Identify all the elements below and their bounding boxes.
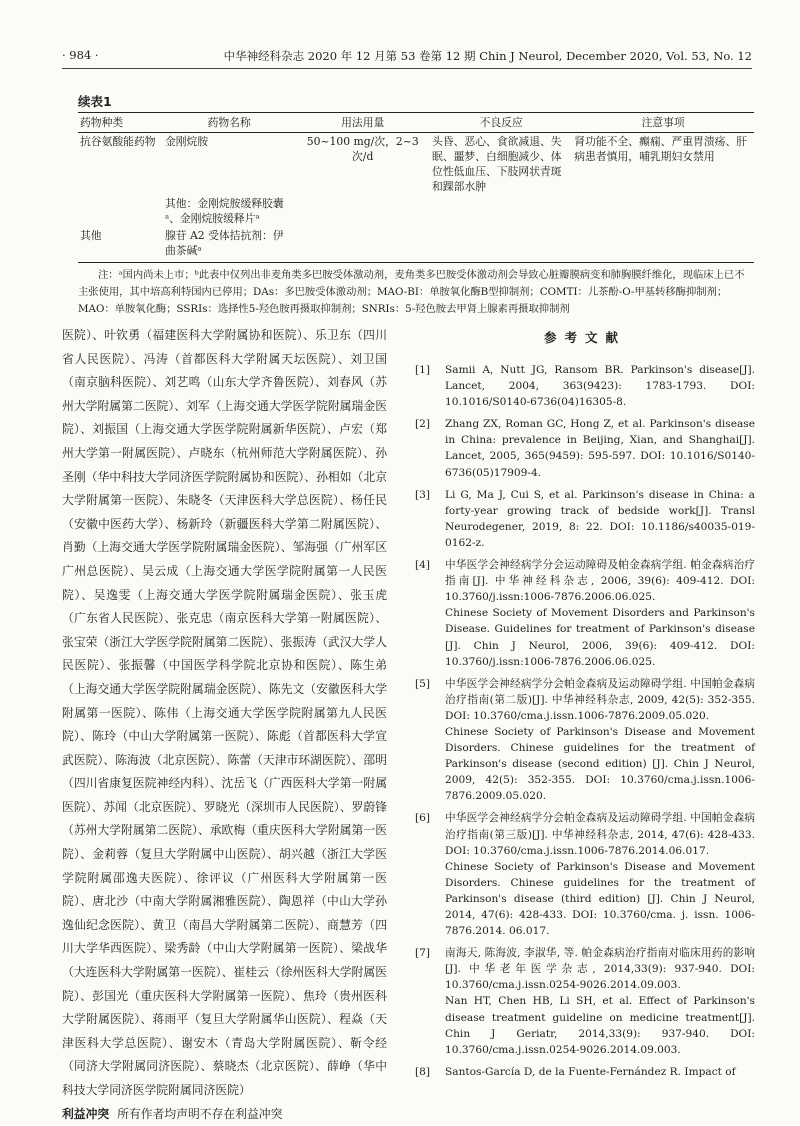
reference-text: Li G, Ma J, Cui S, et al. Parkinson's disease in China: a forty-year growing track of bedside work[J]. Transl Neurodegener, 2019, 8: 22. DOI: 10.1186/s40035-019-0162-z. bbox=[445, 488, 755, 549]
reference-text: Santos-García D, de la Fuente-Fernández R. Impact of bbox=[445, 1065, 736, 1078]
page-number: · 984 · bbox=[62, 48, 99, 62]
reference-number: [1] bbox=[415, 364, 431, 376]
references-column bbox=[415, 324, 755, 1086]
table-cell: 肾功能不全、癫痫、严重胃溃疡、肝病患者慎用，哺乳期妇女禁用 bbox=[574, 135, 748, 163]
table-cell bbox=[295, 195, 430, 227]
table-cell bbox=[430, 195, 572, 227]
table-row bbox=[78, 133, 754, 196]
column-header: 不良反应 bbox=[430, 113, 572, 133]
reference-item bbox=[415, 1064, 755, 1080]
running-header bbox=[62, 44, 752, 69]
column-header: 用法用量 bbox=[295, 113, 430, 133]
reference-item bbox=[415, 676, 755, 805]
table-cell bbox=[295, 227, 430, 263]
conflict-of-interest bbox=[62, 1103, 387, 1126]
table-cell: 腺苷 A2 受体拮抗剂：伊曲茶碱ᵃ bbox=[163, 227, 295, 263]
table-footnote: 注：ᵃ国内尚未上市；ᵇ此表中仅列出非麦角类多巴胺受体激动剂，麦角类多巴胺受体激动剂会导致心脏瓣膜病变和肺胸膜纤维化，现临床上已不主张使用，其中培高利特国内已停用；DAs：多巴胺受体激动剂；MAO-BI：单胺氧化酶B型抑制剂；COMTI：儿茶酚-O-甲基转移酶抑制剂；MAO：单胺氧化酶；SSRIs：选择性5-羟色胺再摄取抑制剂；SNRIs：5-羟色胺去甲肾上腺素再摄取抑制剂 bbox=[78, 269, 745, 315]
journal-title: 中华神经科杂志 2020 年 12 月第 53 卷第 12 期 Chin J Neurol, December 2020, Vol. 53, No. 12 bbox=[223, 49, 752, 63]
table-cell bbox=[430, 227, 572, 263]
conflict-text: 所有作者均声明不存在利益冲突 bbox=[117, 1106, 283, 1121]
reference-text: Nan HT, Chen HB, Li SH, et al. Effect of Parkinson's disease treatment guideline on medicine treatment[J]. Chin J Geriatr, 2014,33(9): 937-940. DOI: 10.3760/cma.j.issn.0254-9026.2014.09.003. bbox=[445, 995, 755, 1056]
table-cell bbox=[572, 227, 754, 263]
table-row bbox=[78, 227, 754, 263]
reference-text: Zhang ZX, Roman GC, Hong Z, et al. Parkinson's disease in China: prevalence in Beijing, Xian, and Shanghai[J]. Lancet, 2005, 365(9459): 595-597. DOI: 10.1016/S0140-6736(05)17909-4. bbox=[445, 418, 755, 479]
reference-text: Chinese Society of Movement Disorders and Parkinson's Disease. Guidelines for treatment of Parkinson's disease [J]. Chin J Neurol, 2006, 39(6): 409-412. DOI: 10.3760/j.issn:1006-7876.2006.06.025. bbox=[445, 607, 755, 668]
table-cell bbox=[572, 195, 754, 227]
reference-number: [4] bbox=[415, 559, 431, 572]
table-cell: 50~100 mg/次，2~3次/d bbox=[306, 135, 419, 163]
drug-table bbox=[78, 112, 754, 263]
reference-text: 中华医学会神经病学分会帕金森病及运动障碍学组. 中国帕金森病治疗指南(第三版)[J]. 中华神经科杂志, 2014, 47(6): 428-433. DOI: 10.3760/cma.j.issn.1006-7876.2014.06.017. bbox=[445, 812, 755, 857]
reference-item bbox=[415, 945, 755, 1058]
reference-number: [6] bbox=[415, 812, 431, 825]
drug-table-section bbox=[78, 92, 754, 318]
table-cell: 其他：金刚烷胺缓释胶囊ᵃ、金刚烷胺缓释片ᵃ bbox=[164, 197, 284, 225]
reference-number: [3] bbox=[415, 488, 431, 501]
table-cell: 头昏、恶心、食欲减退、失眠、噩梦、白细胞减少、体位性低血压、下肢网状青斑和踝部水肿 bbox=[432, 135, 562, 193]
reference-item bbox=[415, 557, 755, 670]
reference-text: Chinese Society of Parkinson's Disease and Movement Disorders. Chinese guidelines for the treatment of Parkinson's disease (third edition) [J]. Chin J Neurol, 2014, 47(6): 428-433. DOI: 10.3760/cma. j. issn. 1006-7876.2014. 06.017. bbox=[445, 860, 755, 938]
reference-item bbox=[415, 416, 755, 480]
reference-number: [5] bbox=[415, 677, 431, 690]
reference-number: [2] bbox=[415, 418, 431, 431]
column-header: 药物名称 bbox=[163, 113, 295, 133]
table-cell bbox=[78, 195, 163, 227]
reference-text: 南海天, 陈海波, 李淑华, 等. 帕金森病治疗指南对临床用药的影响[J]. 中华老年医学杂志, 2014,33(9): 937-940. DOI: 10.3760/cma.j.issn.0254-9026.2014.09.003. bbox=[445, 947, 755, 992]
reference-list bbox=[415, 362, 755, 1080]
reference-number: [7] bbox=[415, 947, 431, 960]
reference-text: Chinese Society of Parkinson's Disease and Movement Disorders. Chinese guidelines for the treatment of Parkinson's disease (second edition) [J]. Chin J Neurol, 2009, 42(5): 352-355. DOI: 10.3760/cma.j.issn.1006-7876.2009.05.020. bbox=[445, 725, 755, 803]
table-caption: 续表1 bbox=[78, 94, 112, 109]
conflict-label: 利益冲突 bbox=[62, 1106, 110, 1121]
reference-item bbox=[415, 810, 755, 939]
reference-text: Samii A, Nutt JG, Ransom BR. Parkinson's disease[J]. Lancet, 2004, 363(9423): 1783-1793. DOI: 10.1016/S0140-6736(04)16305-8. bbox=[445, 364, 755, 409]
left-column bbox=[62, 324, 387, 1126]
body-paragraph: 医院）、叶钦勇（福建医科大学附属协和医院）、乐卫东（四川省人民医院）、冯涛（首都医科大学附属天坛医院）、刘卫国（南京脑科医院）、刘艺鸣（山东大学齐鲁医院）、刘春风（苏州大学附属第二医院）、刘军（上海交通大学医学院附属瑞金医院）、刘振国（上海交通大学医学院附属新华医院）、卢宏（郑州大学第一附属医院）、卢晓东（杭州师范大学附属医院）、孙圣刚（华中科技大学同济医学院附属协和医院）、孙相如（北京大学附属第一医院）、朱晓冬（天津医科大学总医院）、杨任民（安徽中医药大学）、杨新玲（新疆医科大学第二附属医院）、肖勤（上海交通大学医学院附属瑞金医院）、邹海强（广州军区广州总医院）、吴云成（上海交通大学医学院附属第一人民医院）、吴逸雯（上海交通大学医学院附属瑞金医院）、张玉虎（广东省人民医院）、张克忠（南京医科大学第一附属医院）、张宝荣（浙江大学医学院附属第二医院）、张振涛（武汉大学人民医院）、张振馨（中国医学科学院北京协和医院）、陈生弟（上海交通大学医学院附属瑞金医院）、陈先文（安徽医科大学附属第一医院）、陈伟（上海交通大学医学院附属第九人民医院）、陈玲（中山大学附属第一医院）、陈彪（首都医科大学宣武医院）、陈海波（北京医院）、陈蕾（天津市环湖医院）、邵明（四川省康复医院神经内科）、沈岳飞（广西医科大学第一附属医院）、苏闻（北京医院）、罗晓光（深圳市人民医院）、罗蔚锋（苏州大学附属第二医院）、承欧梅（重庆医科大学附属第一医院）、金莉蓉（复旦大学附属中山医院）、胡兴越（浙江大学医学院附属邵逸夫医院）、徐评议（广州医科大学附属第一医院）、唐北沙（中南大学附属湘雅医院）、陶恩祥（中山大学孙逸仙纪念医院）、黄卫（南昌大学附属第二医院）、商慧芳（四川大学华西医院）、梁秀龄（中山大学附属第一医院）、梁战华（大连医科大学附属第一医院）、崔桂云（徐州医科大学附属医院）、彭国光（重庆医科大学附属第一医院）、焦玲（贵州医科大学附属医院）、蒋雨平（复旦大学附属华山医院）、程焱（天津医科大学总医院）、谢安木（青岛大学附属医院）、靳令经（同济大学附属同济医院）、蔡晓杰（北京医院）、薛峥（华中科技大学同济医学院附属同济医院） bbox=[62, 328, 387, 1097]
reference-text: 中华医学会神经病学分会帕金森病及运动障碍学组. 中国帕金森病治疗指南(第二版)[J]. 中华神经科杂志, 2009, 42(5): 352-355. DOI: 10.3760/cma.j.issn.1006-7876.2009.05.020. bbox=[445, 677, 755, 722]
table-cell: 其他 bbox=[78, 227, 163, 263]
column-header: 药物种类 bbox=[78, 113, 163, 133]
references-title: 参考文献 bbox=[543, 330, 626, 345]
reference-text: 中华医学会神经病学分会运动障碍及帕金森病学组. 帕金森病治疗指南[J]. 中华神经科杂志, 2006, 39(6): 409-412. DOI: 10.3760/j.issn:1006-7876.2006.06.025. bbox=[445, 559, 755, 604]
reference-item bbox=[415, 362, 755, 410]
table-row bbox=[78, 195, 754, 227]
column-header: 注意事项 bbox=[572, 113, 754, 133]
reference-number: [8] bbox=[415, 1065, 431, 1078]
table-cell: 抗谷氨酸能药物 bbox=[80, 135, 156, 148]
reference-item bbox=[415, 487, 755, 551]
table-cell: 金刚烷胺 bbox=[164, 135, 209, 148]
table-header-row bbox=[78, 113, 754, 133]
